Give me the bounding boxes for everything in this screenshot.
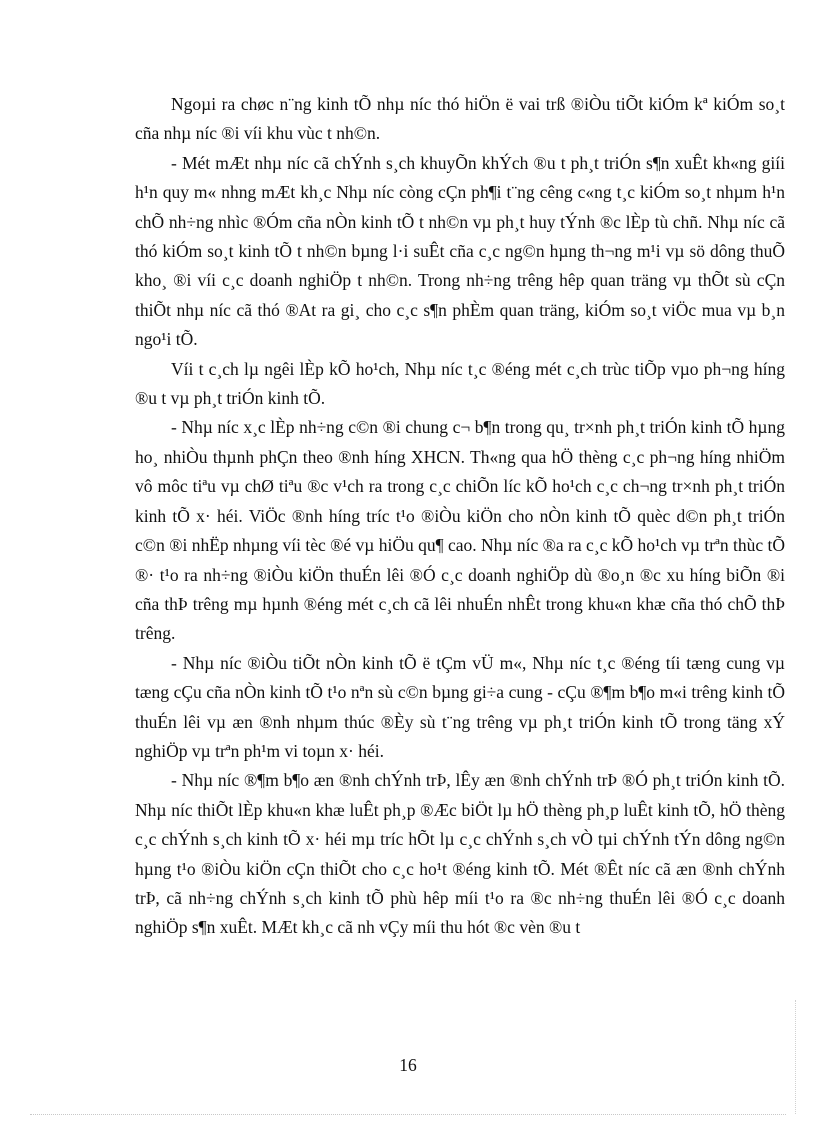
body-text [135, 90, 785, 943]
margin-divider [795, 1000, 796, 1114]
paragraph: - Mét mÆt nhµ níc cã chÝnh s¸ch khuyÕn khÝch ®u t ph¸t triÓn s¶n xuÊt kh«ng giíi h¹n quy m« nhng mÆt kh¸c Nhµ níc còng cÇn ph¶i t¨ng cêng c«ng t¸c kiÓm so¸t nhµm h¹n chÕ nh÷ng nhìc ®Óm cña nÒn kinh tÕ t nh©n vµ ph¸t huy tÝnh ®c lÈp tù chñ. Nhµ níc cã thó kiÓm so¸t kinh tÕ t nh©n bµng l·i suÊt cña c¸c ng©n hµng th¬ng m¹i vµ sö dông thuÕ kho¸ ®i víi c¸c doanh nghiÖp t nh©n. Trong nh÷ng trêng hêp quan träng vµ thÕt sù cÇn thiÕt nhµ níc cã thó ®At ra gi¸ cho c¸c s¶n phÈm quan träng, kiÓm so¸t viÖc mua vµ b¸n ngo¹i tÕ. [135, 152, 785, 350]
paragraph: - Nhµ níc x¸c lÈp nh÷ng c©n ®i chung c¬ b¶n trong qu¸ tr×nh ph¸t triÓn kinh tÕ hµng ho¸ nhiÒu thµnh phÇn theo ®nh híng XHCN. Th«ng qua hÖ thèng c¸c ph¬ng híng nhiÖm vô môc tiªu vµ chØ tiªu ®c v¹ch ra trong c¸c chiÕn líc kÕ ho¹ch c¸c ch¬ng tr×nh ph¸t triÓn kinh tÕ x· héi. ViÖc ®nh híng tríc t¹o ®iÒu kiÖn cho nÒn kinh tÕ quèc d©n ph¸t triÓn c©n ®i nhËp nhµng víi tèc ®é vµ hiÖu qu¶ cao. Nhµ níc ®a ra c¸c kÕ ho¹ch vµ trªn thùc tÕ ®· t¹o ra nh÷ng ®iÒu kiÖn thuÉn lêi ®Ó c¸c doanh nghiÖp dù ®o¸n ®c xu híng biÕn ®i cña thÞ trêng mµ hµnh ®éng mét c¸ch cã lêi nhuÉn nhÊt trong khu«n khæ cña thó chÕ thÞ trêng. [135, 417, 785, 644]
paragraph: - Nhµ níc ®¶m b¶o æn ®nh chÝnh trÞ, lÊy æn ®nh chÝnh trÞ ®Ó ph¸t triÓn kinh tÕ. Nhµ níc thiÕt lÈp khu«n khæ luÊt ph¸p ®Æc biÖt lµ hÖ thèng ph¸p luÊt kinh tÕ, hÖ thèng c¸c chÝnh s¸ch kinh tÕ x· héi mµ tríc hÕt lµ c¸c chÝnh s¸ch vÒ tµi chÝnh tÝn dông ng©n hµng t¹o ®iÒu kiÖn cÇn thiÕt cho c¸c ho¹t ®éng kinh tÕ. Mét ®Êt níc cã æn ®nh chÝnh trÞ, cã nh÷ng chÝnh s¸ch kinh tÕ phù hêp míi t¹o ra ®c nh÷ng thuÉn lêi ®Ó c¸c doanh nghiÖp s¶n xuÊt. MÆt kh¸c cã nh vÇy míi thu hót ®c vèn ®u t [135, 770, 785, 938]
paragraph: - Nhµ níc ®iÒu tiÕt nÒn kinh tÕ ë tÇm vÜ m«, Nhµ níc t¸c ®éng tíi tæng cung vµ tæng cÇu cña nÒn kinh tÕ t¹o nªn sù c©n bµng gi÷a cung - cÇu ®¶m b¶o m«i trêng kinh tÕ thuÉn lêi vµ æn ®nh nhµm thúc ®Èy sù t¨ng trêng vµ ph¸t triÓn kinh tÕ trong täng xÝ nghiÖp vµ trªn ph¹m vi toµn x· héi. [135, 652, 785, 761]
page-number: 16 [399, 1055, 417, 1075]
paragraph: Ngoµi ra chøc n¨ng kinh tÕ nhµ níc thó hiÖn ë vai trß ®iÒu tiÕt kiÓm kª kiÓm so¸t cña nhµ níc ®i víi khu vùc t nh©n. [135, 94, 785, 144]
footer-divider [30, 1114, 786, 1115]
paragraph: Víi t c¸ch lµ ngêi lÈp kÕ ho¹ch, Nhµ níc t¸c ®éng mét c¸ch trùc tiÕp vµo ph¬ng híng ®u t vµ ph¸t triÓn kinh tÕ. [135, 358, 785, 409]
